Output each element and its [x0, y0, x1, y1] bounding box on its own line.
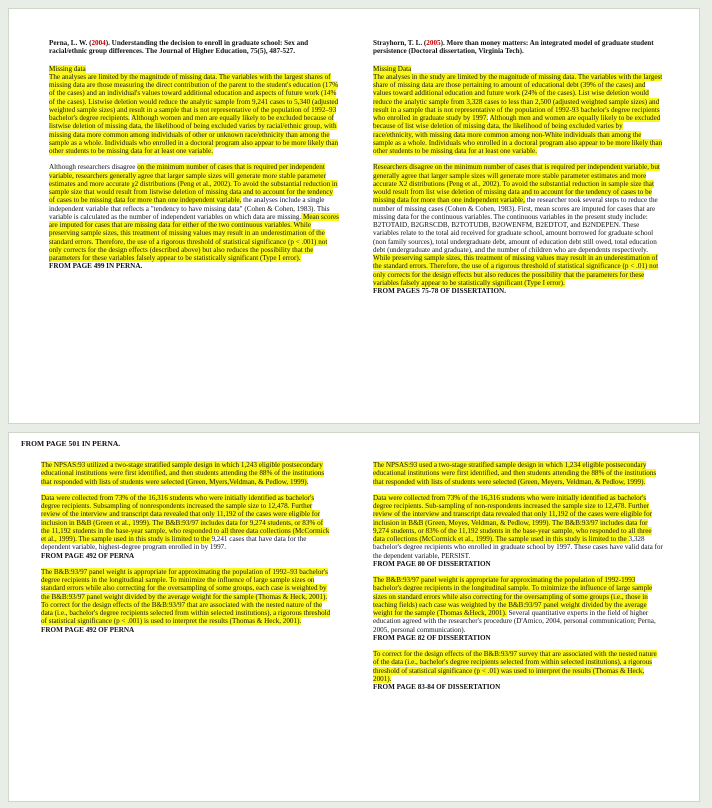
reference-year: 2004	[91, 39, 106, 47]
strayhorn-column	[373, 461, 663, 699]
plain-text: 9,241 cases that have data for the dependent variable, highest-degree program enrolled in by 1997.	[41, 535, 307, 552]
data-collection-paragraph	[373, 494, 663, 568]
highlighted-text: Data were collected from 73% of the 16,316 students who were initially identified as bachelor's degree recipients. Subsampling of nonrespondents increased the sample size to 12,478. Further review of the interview and transcript data revealed that only 11,192 of the cases were eligible for inclusion in B&B (Green et al., 1999). The B&B:93/97 includes data for 9,274 students, or 83% of the 11,192 students in the base-year sample, who responded to all three data collections (McCormick et al., 1999). The sample used in this study is limited to the	[41, 493, 330, 543]
npsas-paragraph	[373, 461, 663, 486]
npsas-paragraph	[41, 461, 331, 486]
design-effects-paragraph	[373, 650, 663, 691]
highlighted-text: Researchers disagree on the minimum number of cases that is required per independent variable, but generally agree that larger sample sizes will generate more stable parameter estimates and more accurate X2 distributions (Peng et al., 2002). To avoid the substantial reduction in sample size that would result from list wise deletion of missing data and to account for the tendency of cases to be missing data for more than one independent variable,	[373, 163, 660, 205]
source-label: FROM PAGE 83-84 OF DISSERTATION	[373, 683, 501, 691]
highlighted-text: The NPSAS:93 used a two-stage stratified sample design in which 1,234 eligible postsecondary educational institutions were first identified, and then students attending the 88% of the institutions that responded with lists of students were selected (Green, Meyers, Veldman, & Pedlow, 1999).	[373, 461, 657, 486]
data-collection-paragraph	[41, 494, 331, 560]
researchers-paragraph	[373, 163, 663, 295]
source-label: FROM PAGE 492 OF PERNA	[41, 551, 135, 560]
document-page-2	[8, 432, 700, 802]
perna-column	[49, 39, 339, 279]
highlighted-text: The analyses are limited by the magnitude of missing data. The variables with the largest shares of missing data are those measuring the direct contribution of the parent to the student's education (17% of the cases) and an individual's values toward additional education and aspects of future work (14% of the cases). Listwise deletion would reduce the analytic sample from 9,241 cases to 5,340 (adjusted weighted sample sizes) and result in a sample that is not representative of the population of 1992–93 bachelor's degree recipients.	[49, 72, 339, 122]
source-label: FROM PAGE 492 OF PERNA	[41, 625, 135, 634]
highlighted-text: Mean scores are imputed for cases that are missing data for either of the two continuous variables. While preserving sample sizes, this treatment of missing values may result in an underestimation of the standard errors. Therefore, the use of a rigorous threshold of statistical significance (p < .001) not only corrects for the design effects (described above) but also reduces the possibility that the parameters for these variables falsely appear to be statistically significant (Type I error).	[49, 212, 339, 262]
highlighted-text: To correct for the design effects of the B&B:93/97 that are associated with the nested nature of the data (i.e., bachelor's degree recipients selected from within selected institutions), a rigorous threshold of statistical significance (p < .001) is used to interpret the results (Thomas & Heck, 2001).	[41, 600, 331, 626]
highlighted-text: The NPSAS:93 utilized a two-stage stratified sample design in which 1,243 eligible postsecondary educational institutions were first identified, and then students attending the 88% of the institutions that responded with lists of students were selected (Green, Myers,Veldman, & Pedlow, 1999).	[41, 461, 325, 486]
section-heading: Missing Data	[373, 64, 412, 73]
highlighted-text: While preserving sample sizes, this treatment of missing values may result in an underestimation of the standard errors. Therefore, the use of a rigorous threshold of statistical significance (p < .01) not only corrects for the design effects but also reduces the possibility that the parameters for these variables falsely appear to be statistically significant (Type I error).	[373, 254, 659, 287]
highlighted-text: Although men and women are equally likely to be excluded because of list wise deletion of missing data, the likelihood of being excluded varies by race/ethnicity, with missing data more common among non-White individuals than among the sample as a whole. Individuals who enrolled in a doctoral program also appear to be more likely than other students to be missing data for at least one variable.	[373, 114, 663, 155]
document-page-1	[8, 8, 700, 424]
plain-text: 3,328 bachelor's degree recipients who enrolled in graduate school by 1997. These cases have valid data for the dependent variable, PERSIST.	[373, 535, 663, 560]
section-heading: Missing data	[49, 64, 86, 73]
highlighted-text: on the minimum number of cases that is required per independent variable, researchers generally agree that larger sample sizes will generate more stable parameter estimates and more accurate χ2 distributions (Peng et al., 2002). To avoid the substantial reduction in sample size that would result from listwise deletion of missing data and to account for the tendency of cases to be missing data for more than one independent variable,	[49, 163, 338, 205]
plain-text: the analyses include a single independent variable that reflects a "tendency to have missing data" (Cohen & Cohen, 1983). This variable is calculated as the number of independent variables on which data are missing.	[49, 196, 330, 221]
reference-title: ). Understanding the decision to enroll in graduate school: Sex and racial/ethnic group differences. The Journal of Higher Education, 75(5), 487-527.	[49, 39, 309, 56]
source-label: FROM PAGE 499 IN PERNA.	[49, 262, 143, 271]
highlighted-text: Although women and men are equally likely to be excluded because of listwise deletion of missing data, the likelihood of being excluded varies by racial/ethnic group, with missing data more common among individuals of other or unknown race/ethnicity than among the sample as a whole. Individuals who enrolled in a doctoral program also appear to be more likely than other students to be missing data for at least one variable.	[49, 114, 339, 155]
highlighted-text: The B&B:93/97 panel weight is appropriate for approximating the population of 1992–93 bachelor's degree recipients in the longitudinal sample. To minimize the influence of large sample sizes on standard errors while also correcting for the oversampling of some groups, each case is weighted by the B&B:93/97 panel weight divided by the average weight for the sample (Thomas & Heck, 2001).	[41, 567, 328, 601]
missing-data-paragraph	[49, 65, 339, 156]
perna-reference	[49, 39, 339, 56]
plain-text: Although researchers disagree	[49, 163, 138, 172]
panel-weight-paragraph	[41, 568, 331, 634]
highlighted-text: To correct for the design effects of the B&B:93/97 survey that are associated with the nested nature of the data (i.e., bachelor's degree recipients selected from within selected institutions), a rigorous threshold of statistical significance (p < .01) was used to interpret the results (Thomas & Heck, 2001).	[373, 650, 657, 683]
plain-text: Several quantitative experts in the field of higher education agreed with the researcher's procedure (D'Amico, 2004, personal communication; Perna, 2005, personal communication).	[373, 609, 656, 634]
strayhorn-reference	[373, 39, 663, 56]
source-label: FROM PAGE 501 IN PERNA.	[21, 439, 121, 448]
reference-author: Strayhorn, T. L. (	[373, 39, 427, 47]
highlighted-text: Data were collected from 73% of the 16,316 students who were initially identified as bachelor's degree recipients. Sub-sampling of non-respondents increased the sample size to 12,478. Further review of the interview and transcript data revealed that only 11,192 of the cases were eligible for inclusion in B&B (Green, Meyes, Veldman, & Pedlow, 1999). The B&B:93/97 includes data for 9,274 students, or 83% of the 11,192 students in the base-year sample, who responded to all three data collections (McCormick et al., 1999). The sample used in this study is limited to the	[373, 493, 653, 543]
highlighted-text: The analyses in the study are limited by the magnitude of missing data. The variables with the largest share of missing data are those pertaining to amount of educational debt (39% of the cases) and values toward additional education and future work (24% of the cases). List wise deletion would reduce the analytic sample from 3,328 cases to less than 2,500 (adjusted weighted sample sizes) and result in a sample that is not representative of the population of 1992-93 bachelor's degree recipients who enrolled in graduate study by 1997.	[373, 72, 663, 122]
reference-year: 2005	[426, 39, 441, 47]
source-label: FROM PAGE 80 OF DISSERTATION	[373, 559, 491, 568]
reference-author: Perna, L. W. (	[49, 39, 92, 47]
source-label: FROM PAGE 82 OF DISSERTATION	[373, 633, 491, 642]
strayhorn-column	[373, 39, 663, 303]
plain-text: the researcher took several steps to reduce the number of missing cases (Cohen & Cohen, 1983). First, mean scores are imputed for cases that are missing data for the continuous variables. The continuous variables in the present study include: B2TOTAID, B2GRSCDB, B2TOTUDB, B2OWENFM, B2EDTOT, and B2NDEPEN. These variables relate to the total aid received for graduate school, amount borrowed for graduate school (non family sources), total undergraduate debt, amount of education debt still owed, total education debt (undergraduate and graduate), and the number of children who are dependents respectively.	[373, 196, 658, 254]
highlighted-text: The B&B:93/97 panel weight is appropriate for approximating the population of 1992-1993 bachelor's degree recipients in the longitudinal sample. To minimize the influence of large sample sizes on standard errors while also correcting for the oversampling of some groups (i.e., those in teaching fields) each case was weighted by the B&B:93/97 panel weight divided by the average weight for the sample (Thomas &Heck, 2001).	[373, 576, 653, 617]
source-label: FROM PAGES 75-78 OF DISSERTATION.	[373, 287, 506, 295]
perna-column	[41, 461, 331, 642]
researchers-paragraph	[49, 163, 339, 270]
reference-title: ). More than money matters: An integrated model of graduate student persistence (Doctoral dissertation, Virginia Tech).	[373, 39, 654, 56]
missing-data-paragraph	[373, 65, 663, 156]
panel-weight-paragraph	[373, 576, 663, 642]
